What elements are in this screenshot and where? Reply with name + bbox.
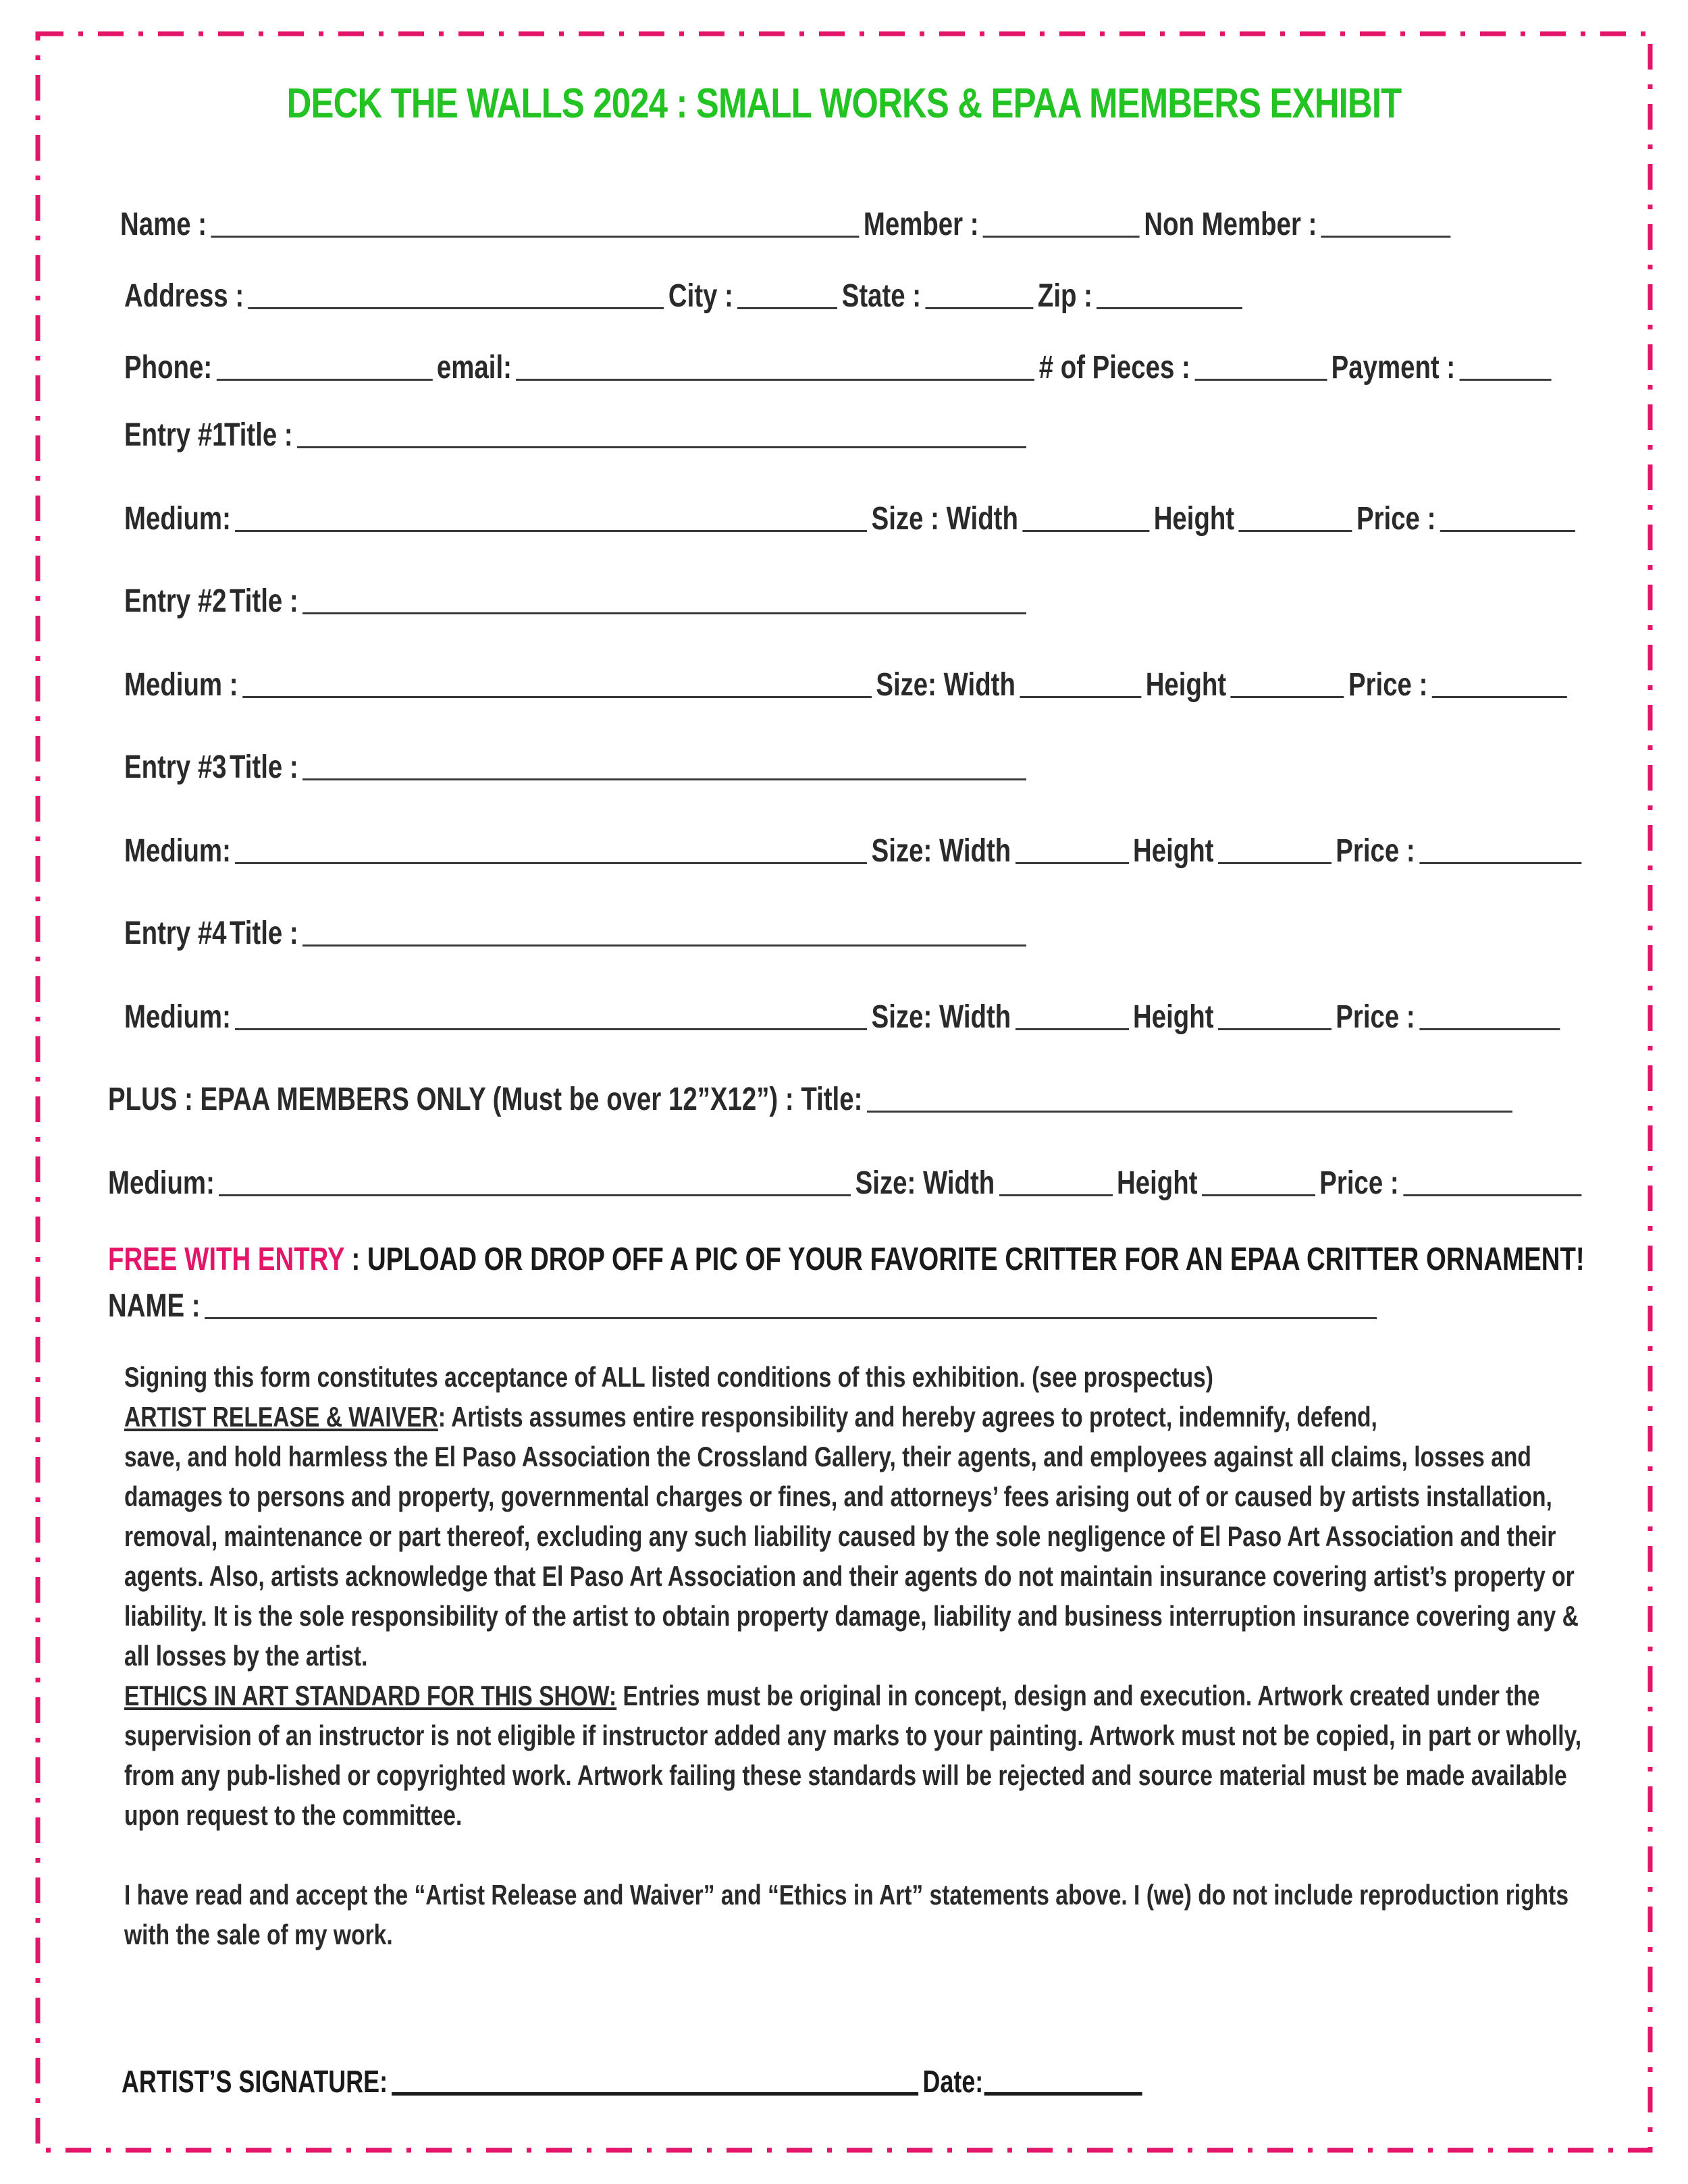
entry-3-title-row (124, 739, 1031, 786)
entry-4-price-field[interactable] (1419, 1028, 1560, 1030)
non-member-field[interactable] (1321, 235, 1451, 238)
name-label: Name : (120, 207, 207, 242)
medium-label: Medium : (124, 667, 238, 703)
entry-1-title-row (124, 406, 1031, 454)
date-label: Date: (922, 2064, 984, 2099)
entry-label: Entry #1 (124, 417, 227, 453)
entry-2-price-field[interactable] (1432, 695, 1567, 698)
zip-field[interactable] (1097, 307, 1242, 309)
member-label: Member : (863, 207, 979, 242)
release-paragraph (124, 1397, 1583, 1437)
city-field[interactable] (737, 307, 837, 309)
free-with-entry-banner (108, 1241, 1585, 1278)
size-width-label: Size: Width (871, 999, 1011, 1035)
pieces-field[interactable] (1194, 378, 1327, 381)
plus-medium-row (108, 1154, 1586, 1202)
release-body: save, and hold harmless the El Paso Association the Crossland Gallery, their agents, and employees against all claims, losses and damages to persons and property, governmental charges or fines, and attorneys’ fees arising out of or caused by artists installation, removal, maintenance or part thereof, excluding any such liability caused by the sole negligence of El Paso Art Association and their agents. Also, artists acknowledge that El Paso Art Association and their agents do not maintain insurance covering artist’s property or liability. It is the sole responsibility of the artist to obtain property damage, liability and business interruption insurance covering any & all losses by the artist. (124, 1441, 1579, 1672)
member-field[interactable] (983, 235, 1140, 238)
entry-3-medium-field[interactable] (235, 861, 867, 864)
price-label: Price : (1336, 999, 1415, 1035)
signature-row (122, 2052, 1146, 2100)
size-width-label: Size : Width (871, 501, 1018, 537)
state-field[interactable] (925, 307, 1033, 309)
height-label: Height (1133, 833, 1214, 869)
plus-height-field[interactable] (1202, 1194, 1315, 1196)
phone-field[interactable] (217, 378, 433, 381)
entry-1-width-field[interactable] (1022, 529, 1149, 532)
signature-field[interactable] (392, 2092, 918, 2096)
pieces-label: # of Pieces : (1038, 350, 1190, 385)
medium-label: Medium: (108, 1165, 215, 1201)
entry-1-price-field[interactable] (1440, 529, 1575, 532)
phone-label: Phone: (124, 350, 213, 385)
entry-3-height-field[interactable] (1218, 861, 1331, 864)
plus-label: PLUS : EPAA MEMBERS ONLY (Must be over 12”X12”) : Title: (108, 1082, 863, 1117)
plus-medium-field[interactable] (219, 1194, 851, 1196)
ethics-paragraph (124, 1676, 1583, 1835)
critter-name-field[interactable] (205, 1316, 1377, 1319)
price-label: Price : (1356, 501, 1436, 537)
date-field[interactable] (984, 2092, 1142, 2096)
entry-4-height-field[interactable] (1218, 1028, 1331, 1030)
medium-label: Medium: (124, 501, 231, 537)
entry-4-width-field[interactable] (1016, 1028, 1129, 1030)
address-row (124, 267, 1247, 315)
non-member-label: Non Member : (1144, 207, 1317, 242)
ethics-heading: ETHICS IN ART STANDARD FOR THIS SHOW: (124, 1680, 617, 1711)
entry-2-title-field[interactable] (302, 612, 1026, 614)
title-label: Title : (224, 417, 293, 453)
entry-2-medium-field[interactable] (242, 695, 872, 698)
city-label: City : (668, 278, 733, 314)
critter-name-label: NAME : (108, 1288, 201, 1324)
height-label: Height (1117, 1165, 1198, 1201)
entry-1-title-field[interactable] (297, 446, 1026, 448)
state-label: State : (841, 278, 922, 314)
price-label: Price : (1336, 833, 1415, 869)
entry-4-title-field[interactable] (302, 944, 1026, 947)
plus-price-field[interactable] (1403, 1194, 1581, 1196)
medium-label: Medium: (124, 833, 231, 869)
plus-title-field[interactable] (867, 1110, 1512, 1113)
payment-label: Payment : (1331, 350, 1456, 385)
entry-4-title-row (124, 905, 1031, 952)
address-field[interactable] (248, 307, 664, 309)
terms-text (124, 1357, 1583, 1954)
acceptance-statement: I have read and accept the “Artist Release and Waiver” and “Ethics in Art” statements above. I (we) do not include reproduction rights with the sale of my work. (124, 1879, 1569, 1950)
plus-width-field[interactable] (999, 1194, 1113, 1196)
page-title: DECK THE WALLS 2024 : SMALL WORKS & EPAA MEMBERS EXHIBIT (286, 80, 1402, 127)
entry-label: Entry #3 (124, 749, 227, 785)
terms-intro: Signing this form constitutes acceptance of ALL listed conditions of this exhibition. (see prospectus) (124, 1361, 1213, 1393)
address-label: Address : (124, 278, 244, 314)
free-text: : UPLOAD OR DROP OFF A PIC OF YOUR FAVORITE CRITTER FOR AN EPAA CRITTER ORNAMENT! (344, 1242, 1585, 1277)
zip-label: Zip : (1037, 278, 1092, 314)
email-field[interactable] (516, 378, 1034, 381)
entry-2-medium-row (124, 656, 1571, 703)
signature-label: ARTIST’S SIGNATURE: (122, 2064, 388, 2099)
entry-3-medium-row (124, 822, 1586, 870)
size-width-label: Size: Width (855, 1165, 995, 1201)
entry-4-medium-row (124, 988, 1564, 1036)
entry-1-medium-field[interactable] (235, 529, 867, 532)
medium-label: Medium: (124, 999, 231, 1035)
title-label: Title : (230, 915, 298, 951)
payment-field[interactable] (1460, 378, 1552, 381)
phone-row (124, 339, 1556, 386)
release-heading: ARTIST RELEASE & WAIVER (124, 1401, 438, 1433)
free-highlight: FREE WITH ENTRY (108, 1242, 344, 1277)
price-label: Price : (1348, 667, 1428, 703)
entry-3-title-field[interactable] (302, 778, 1026, 780)
height-label: Height (1133, 999, 1214, 1035)
title-label: Title : (230, 583, 298, 619)
entry-2-height-field[interactable] (1231, 695, 1344, 698)
size-width-label: Size: Width (876, 667, 1016, 703)
plus-title-row (108, 1071, 1516, 1118)
entry-label: Entry #4 (124, 915, 227, 951)
entry-4-medium-field[interactable] (235, 1028, 867, 1030)
email-label: email: (436, 350, 512, 385)
entry-1-medium-row (124, 490, 1579, 537)
entry-3-price-field[interactable] (1419, 861, 1581, 864)
release-lead: : Artists assumes entire responsibility and hereby agrees to protect, indemnify, defend, (438, 1401, 1377, 1433)
height-label: Height (1145, 667, 1227, 703)
price-label: Price : (1319, 1165, 1399, 1201)
entry-1-height-field[interactable] (1239, 529, 1352, 532)
name-field[interactable] (211, 235, 859, 238)
entry-label: Entry #2 (124, 583, 227, 619)
ethics-body: Entries must be original in concept, design and execution. Artwork created under the supervision of an instructor is not eligible if instructor added any marks to your painting. Artwork must not be copied, in part or wholly, from any pub-lished or copyrighted work. Artwork failing these standards will be rejected and source material must be made available upon request to the committee. (124, 1680, 1582, 1831)
critter-name-row (108, 1277, 1381, 1325)
entry-2-width-field[interactable] (1020, 695, 1141, 698)
height-label: Height (1153, 501, 1235, 537)
title-label: Title : (230, 749, 298, 785)
entry-2-title-row (124, 572, 1031, 620)
name-row (120, 196, 1455, 243)
size-width-label: Size: Width (871, 833, 1011, 869)
entry-3-width-field[interactable] (1016, 861, 1129, 864)
